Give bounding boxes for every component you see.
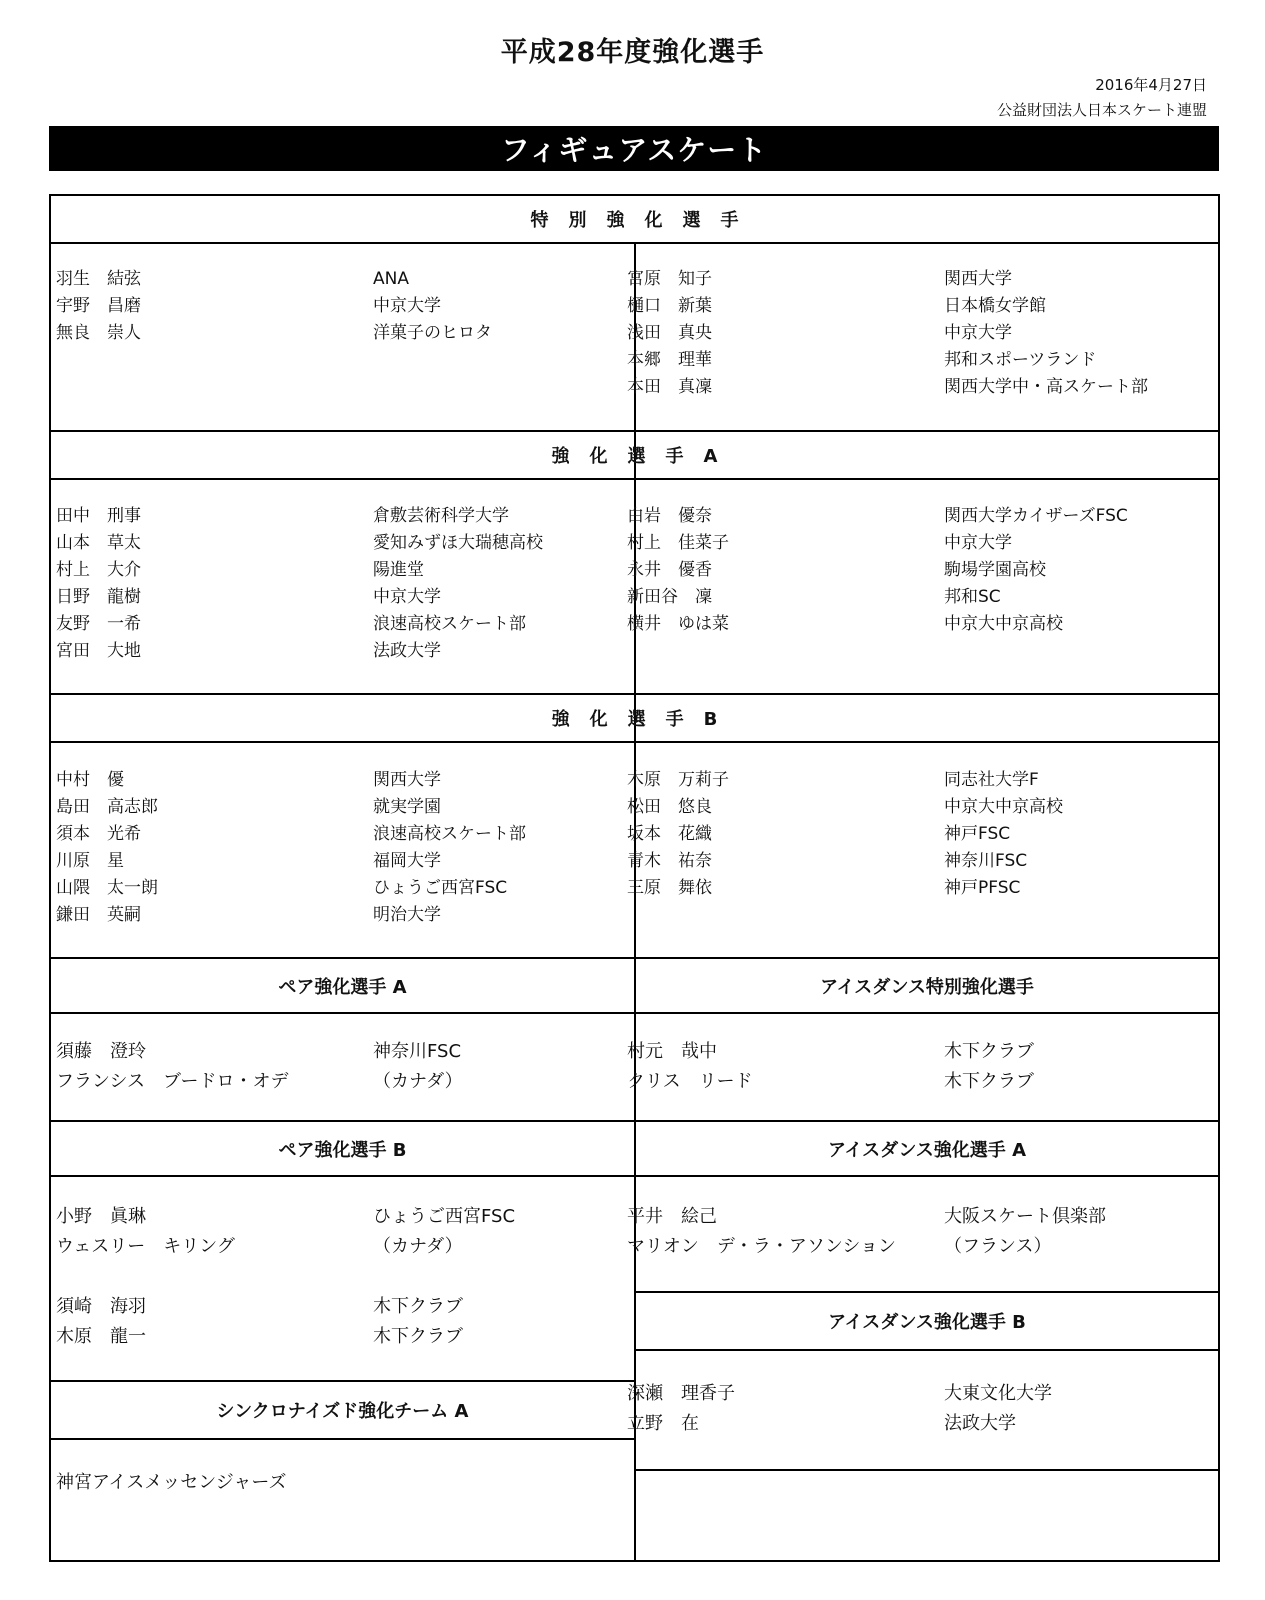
member-name: 友野 一希 <box>56 614 141 634</box>
member-affiliation: （カナダ） <box>373 1236 463 1257</box>
member-name: 本郷 理華 <box>627 350 712 370</box>
divider <box>51 1438 634 1440</box>
member-name: 横井 ゆは菜 <box>627 614 729 634</box>
special-heading: 特別強化選手 <box>530 210 759 231</box>
member-affiliation: ひょうご西宮FSC <box>373 1206 516 1227</box>
member-affiliation: 浪速高校スケート部 <box>373 614 526 634</box>
member-name: 松田 悠良 <box>627 797 712 817</box>
member-name: 三原 舞依 <box>627 878 712 898</box>
member-name: 立野 在 <box>627 1413 699 1434</box>
divider <box>51 478 1218 480</box>
divider <box>51 741 1218 743</box>
member-name: 浅田 真央 <box>627 323 712 343</box>
discipline-banner: フィギュアスケート <box>49 126 1219 171</box>
member-name: 本田 真凜 <box>627 377 712 397</box>
member-affiliation: 邦和スポーツランド <box>944 350 1097 370</box>
member-name: 中村 優 <box>56 770 124 790</box>
member-name: マリオン デ・ラ・アソンション <box>627 1236 897 1257</box>
member-name: 坂本 花織 <box>627 824 712 844</box>
member-name: 平井 絵己 <box>627 1206 717 1227</box>
member-name: 須藤 澄玲 <box>56 1041 146 1062</box>
member-affiliation: 木下クラブ <box>944 1041 1034 1062</box>
member-name: 村上 佳菜子 <box>627 533 729 553</box>
member-affiliation: 関西大学 <box>944 269 1012 289</box>
member-affiliation: 大東文化大学 <box>944 1383 1052 1404</box>
member-name: 宮原 知子 <box>627 269 712 289</box>
divider <box>51 242 1218 244</box>
page-title: 平成28年度強化選手 <box>500 37 765 68</box>
member-affiliation: 中京大中京高校 <box>944 614 1063 634</box>
member-name: 無良 崇人 <box>56 323 141 343</box>
member-affiliation: 洋菓子のヒロタ <box>373 323 492 343</box>
member-affiliation: 神奈川FSC <box>373 1041 462 1062</box>
member-affiliation: 神戸FSC <box>944 824 1011 844</box>
member-name: 青木 祐奈 <box>627 851 712 871</box>
member-name: 鎌田 英嗣 <box>56 905 141 925</box>
member-name: 深瀬 理香子 <box>627 1383 735 1404</box>
team-name: 神宮アイスメッセンジャーズ <box>56 1472 287 1493</box>
divider <box>51 1012 1218 1014</box>
member-name: 木原 万莉子 <box>627 770 729 790</box>
member-affiliation: ANA <box>373 269 409 289</box>
divider <box>51 1175 1218 1177</box>
member-affiliation: 中京大中京高校 <box>944 797 1063 817</box>
member-affiliation: 大阪スケート倶楽部 <box>944 1206 1106 1227</box>
member-affiliation: 愛知みずほ大瑞穂高校 <box>373 533 543 553</box>
member-name: ウェスリー キリング <box>56 1236 235 1257</box>
member-name: 村上 大介 <box>56 560 141 580</box>
member-affiliation: 福岡大学 <box>373 851 441 871</box>
b-heading: 強化選手B <box>551 709 738 730</box>
member-affiliation: 倉敷芸術科学大学 <box>373 506 509 526</box>
member-affiliation: 日本橋女学館 <box>944 296 1046 316</box>
organization-name: 公益財団法人日本スケート連盟 <box>996 101 1207 119</box>
member-affiliation: 関西大学中・高スケート部 <box>944 377 1148 397</box>
pair-b-heading: ペア強化選手 B <box>278 1139 407 1161</box>
dance-a-heading: アイスダンス強化選手 A <box>827 1139 1027 1161</box>
member-name: 宇野 昌磨 <box>56 296 141 316</box>
member-affiliation: 神戸PFSC <box>944 878 1021 898</box>
member-name: 島田 高志郎 <box>56 797 158 817</box>
member-affiliation: 関西大学 <box>373 770 441 790</box>
member-affiliation: 木下クラブ <box>373 1326 463 1347</box>
member-name: 日野 龍樹 <box>56 587 141 607</box>
member-name: 羽生 結弦 <box>56 269 141 289</box>
member-name: フランシス ブードロ・オデ <box>56 1071 289 1092</box>
divider <box>636 1469 1218 1471</box>
member-name: 木原 龍一 <box>56 1326 146 1347</box>
synchro-heading: シンクロナイズド強化チーム A <box>216 1401 469 1422</box>
member-name: 樋口 新葉 <box>627 296 712 316</box>
a-heading: 強化選手A <box>551 446 738 467</box>
member-affiliation: 関西大学カイザーズFSC <box>944 506 1128 526</box>
member-name: 新田谷 凜 <box>627 587 712 607</box>
member-affiliation: 同志社大学F <box>944 770 1039 790</box>
member-name: 宮田 大地 <box>56 641 141 661</box>
member-name: 小野 眞琳 <box>56 1206 146 1227</box>
member-affiliation: ひょうご西宮FSC <box>373 878 508 898</box>
member-affiliation: 法政大学 <box>373 641 441 661</box>
member-affiliation: 法政大学 <box>944 1413 1016 1434</box>
member-affiliation: 木下クラブ <box>944 1071 1034 1092</box>
issue-date: 2016年4月27日 <box>1095 76 1207 94</box>
pair-a-heading: ペア強化選手 A <box>278 976 407 998</box>
member-affiliation: 木下クラブ <box>373 1296 463 1317</box>
dance-special-heading: アイスダンス特別強化選手 <box>820 976 1034 998</box>
roster-table <box>49 194 1220 1562</box>
divider <box>636 1349 1218 1351</box>
member-affiliation: 中京大学 <box>944 323 1012 343</box>
member-name: 山隈 太一朗 <box>56 878 158 898</box>
member-affiliation: （カナダ） <box>373 1071 463 1092</box>
member-name: クリス リード <box>627 1071 753 1092</box>
member-name: 山本 草太 <box>56 533 141 553</box>
member-affiliation: 中京大学 <box>373 587 441 607</box>
member-affiliation: 明治大学 <box>373 905 441 925</box>
member-affiliation: 中京大学 <box>373 296 441 316</box>
member-name: 川原 星 <box>56 851 124 871</box>
member-name: 永井 優香 <box>627 560 712 580</box>
member-name: 田中 刑事 <box>56 506 141 526</box>
member-name: 村元 哉中 <box>627 1041 717 1062</box>
member-affiliation: 陽進堂 <box>373 560 424 580</box>
dance-b-heading: アイスダンス強化選手 B <box>828 1312 1026 1333</box>
member-affiliation: （フランス） <box>944 1236 1052 1257</box>
member-affiliation: 中京大学 <box>944 533 1012 553</box>
member-affiliation: 駒場学園高校 <box>944 560 1046 580</box>
member-affiliation: 神奈川FSC <box>944 851 1028 871</box>
member-name: 須本 光希 <box>56 824 141 844</box>
member-affiliation: 邦和SC <box>944 587 1001 607</box>
member-affiliation: 浪速高校スケート部 <box>373 824 526 844</box>
member-name: 白岩 優奈 <box>627 506 712 526</box>
member-name: 須崎 海羽 <box>56 1296 146 1317</box>
member-affiliation: 就実学園 <box>373 797 441 817</box>
